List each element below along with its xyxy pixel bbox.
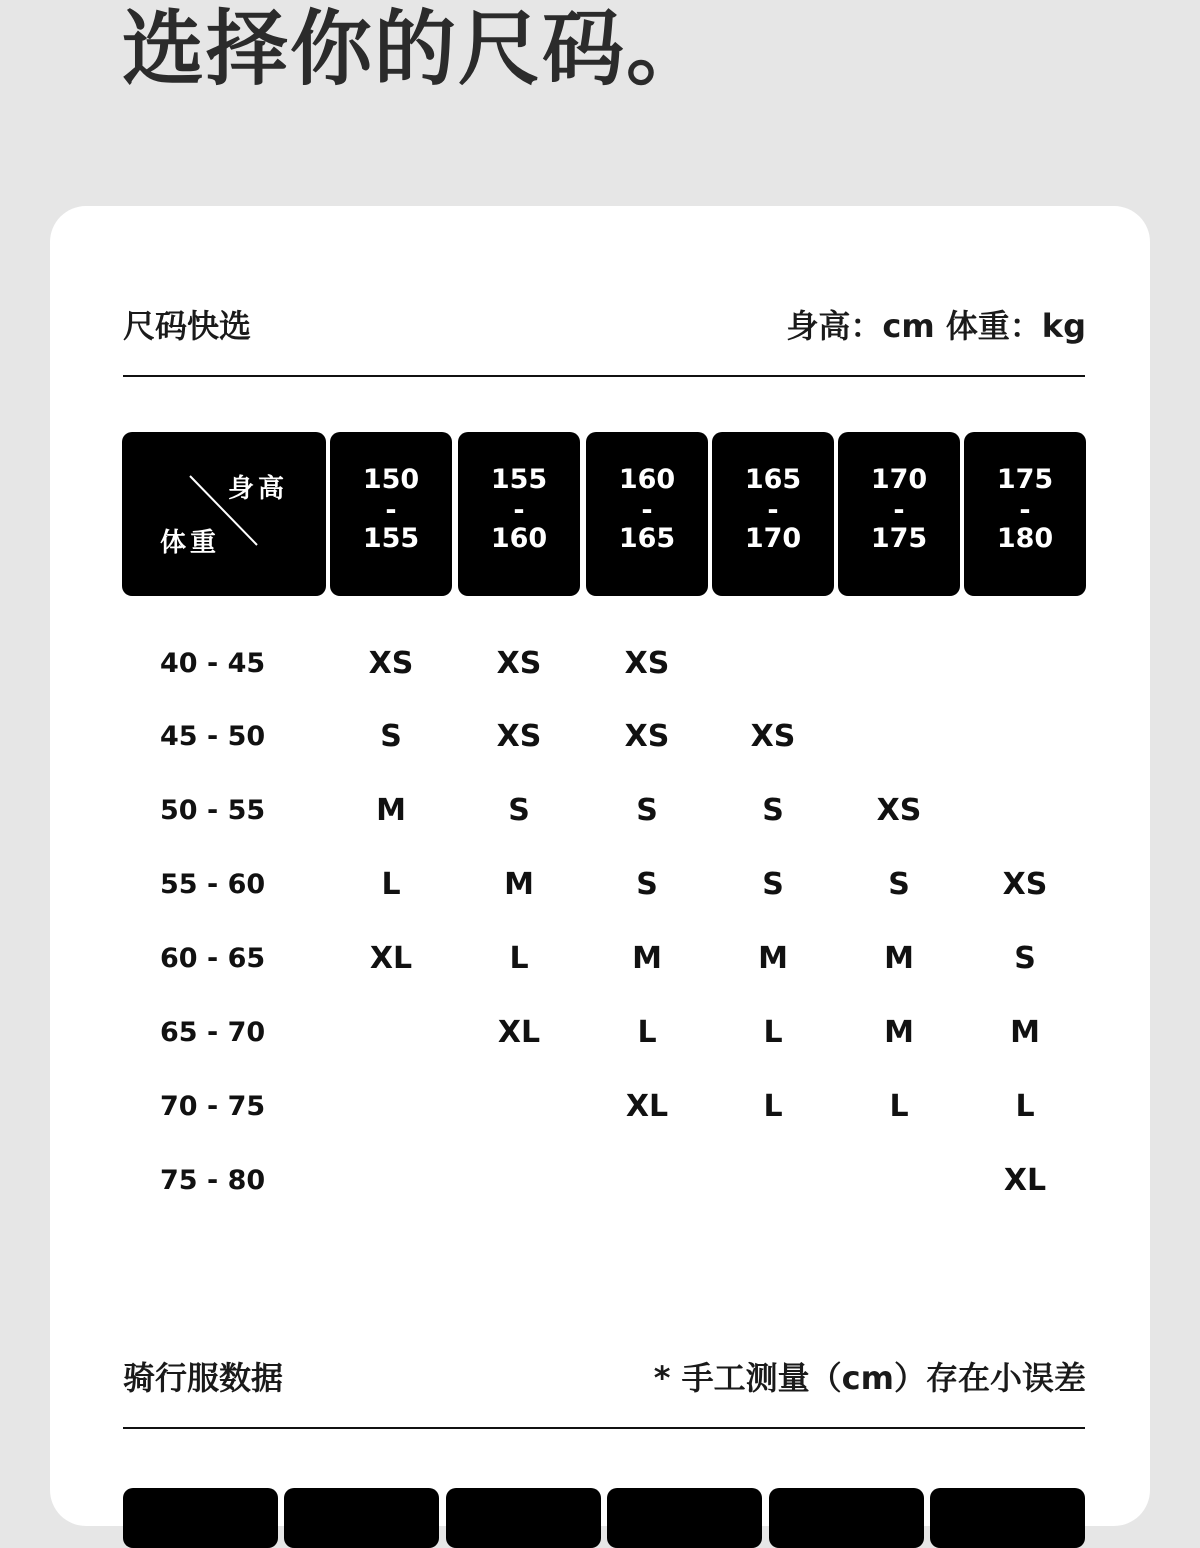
size-value: L	[1015, 1089, 1035, 1124]
size-value: L	[381, 867, 401, 902]
weight-range: 60 - 65	[160, 943, 266, 974]
jersey-data-title: 骑行服数据	[123, 1359, 284, 1397]
weight-range: 55 - 60	[160, 869, 266, 900]
divider	[123, 1427, 1085, 1429]
size-value: XL	[1003, 1163, 1047, 1198]
size-value: S	[762, 867, 784, 902]
height-to: 180	[996, 523, 1054, 554]
jersey-header-cell	[284, 1488, 439, 1548]
weight-range: 65 - 70	[160, 1017, 266, 1048]
weight-range: 75 - 80	[160, 1165, 266, 1196]
size-value: XS	[496, 646, 542, 681]
height-to: 160	[490, 523, 548, 554]
size-value: XS	[1002, 867, 1048, 902]
quick-select-header	[123, 304, 1086, 344]
height-from: 150	[362, 464, 420, 495]
size-value: M	[632, 941, 662, 976]
size-value: XS	[750, 719, 796, 754]
jersey-header-cell	[446, 1488, 601, 1548]
size-value: S	[508, 793, 530, 828]
height-header-cell	[838, 432, 960, 596]
size-value: S	[888, 867, 910, 902]
weight-range: 70 - 75	[160, 1091, 266, 1122]
size-value: S	[1014, 941, 1036, 976]
height-header-cell	[712, 432, 834, 596]
jersey-header-cell	[123, 1488, 278, 1548]
weight-range: 45 - 50	[160, 721, 266, 752]
height-dash: -	[513, 495, 525, 526]
height-dash: -	[893, 495, 905, 526]
jersey-header-cell	[930, 1488, 1085, 1548]
size-value: M	[504, 867, 534, 902]
jersey-header-cell	[769, 1488, 924, 1548]
divider	[123, 375, 1085, 377]
weight-axis-label: 体重	[160, 528, 221, 558]
measurement-note: * 手工测量（cm）存在小误差	[653, 1359, 1086, 1397]
size-value: M	[376, 793, 406, 828]
height-header-cell	[458, 432, 580, 596]
height-from: 155	[490, 464, 548, 495]
page-title: 选择你的尺码。	[122, 2, 711, 97]
size-value: S	[762, 793, 784, 828]
quick-select-title: 尺码快选	[123, 307, 252, 345]
height-axis-label: 身高	[228, 474, 289, 504]
height-to: 175	[870, 523, 928, 554]
corner-header-cell	[122, 432, 326, 596]
size-value: XS	[496, 719, 542, 754]
height-from: 170	[870, 464, 928, 495]
size-value: XL	[369, 941, 413, 976]
size-guide-card	[50, 206, 1150, 1526]
height-header-cell	[586, 432, 708, 596]
weight-range: 40 - 45	[160, 648, 266, 679]
size-value: M	[1010, 1015, 1040, 1050]
jersey-data-header	[123, 1356, 1086, 1396]
height-dash: -	[1019, 495, 1031, 526]
height-from: 175	[996, 464, 1054, 495]
size-value: S	[636, 793, 658, 828]
size-value: M	[758, 941, 788, 976]
weight-range: 50 - 55	[160, 795, 266, 826]
height-dash: -	[385, 495, 397, 526]
height-dash: -	[767, 495, 779, 526]
height-header-cell	[330, 432, 452, 596]
size-value: L	[889, 1089, 909, 1124]
size-value: S	[636, 867, 658, 902]
height-dash: -	[641, 495, 653, 526]
size-value: XS	[624, 719, 670, 754]
size-value: L	[637, 1015, 657, 1050]
height-from: 165	[744, 464, 802, 495]
units-note: 身高：cm 体重：kg	[786, 307, 1086, 345]
size-value: M	[884, 1015, 914, 1050]
height-to: 155	[362, 523, 420, 554]
height-to: 165	[618, 523, 676, 554]
diagonal-divider-icon	[122, 432, 326, 596]
size-value: XL	[625, 1089, 669, 1124]
size-value: L	[509, 941, 529, 976]
height-header-cell	[964, 432, 1086, 596]
size-value: XS	[876, 793, 922, 828]
size-value: L	[763, 1015, 783, 1050]
size-value: XS	[624, 646, 670, 681]
size-value: S	[380, 719, 402, 754]
height-to: 170	[744, 523, 802, 554]
size-value: XS	[368, 646, 414, 681]
jersey-header-cell	[607, 1488, 762, 1548]
height-from: 160	[618, 464, 676, 495]
size-value: M	[884, 941, 914, 976]
size-value: L	[763, 1089, 783, 1124]
size-value: XL	[497, 1015, 541, 1050]
